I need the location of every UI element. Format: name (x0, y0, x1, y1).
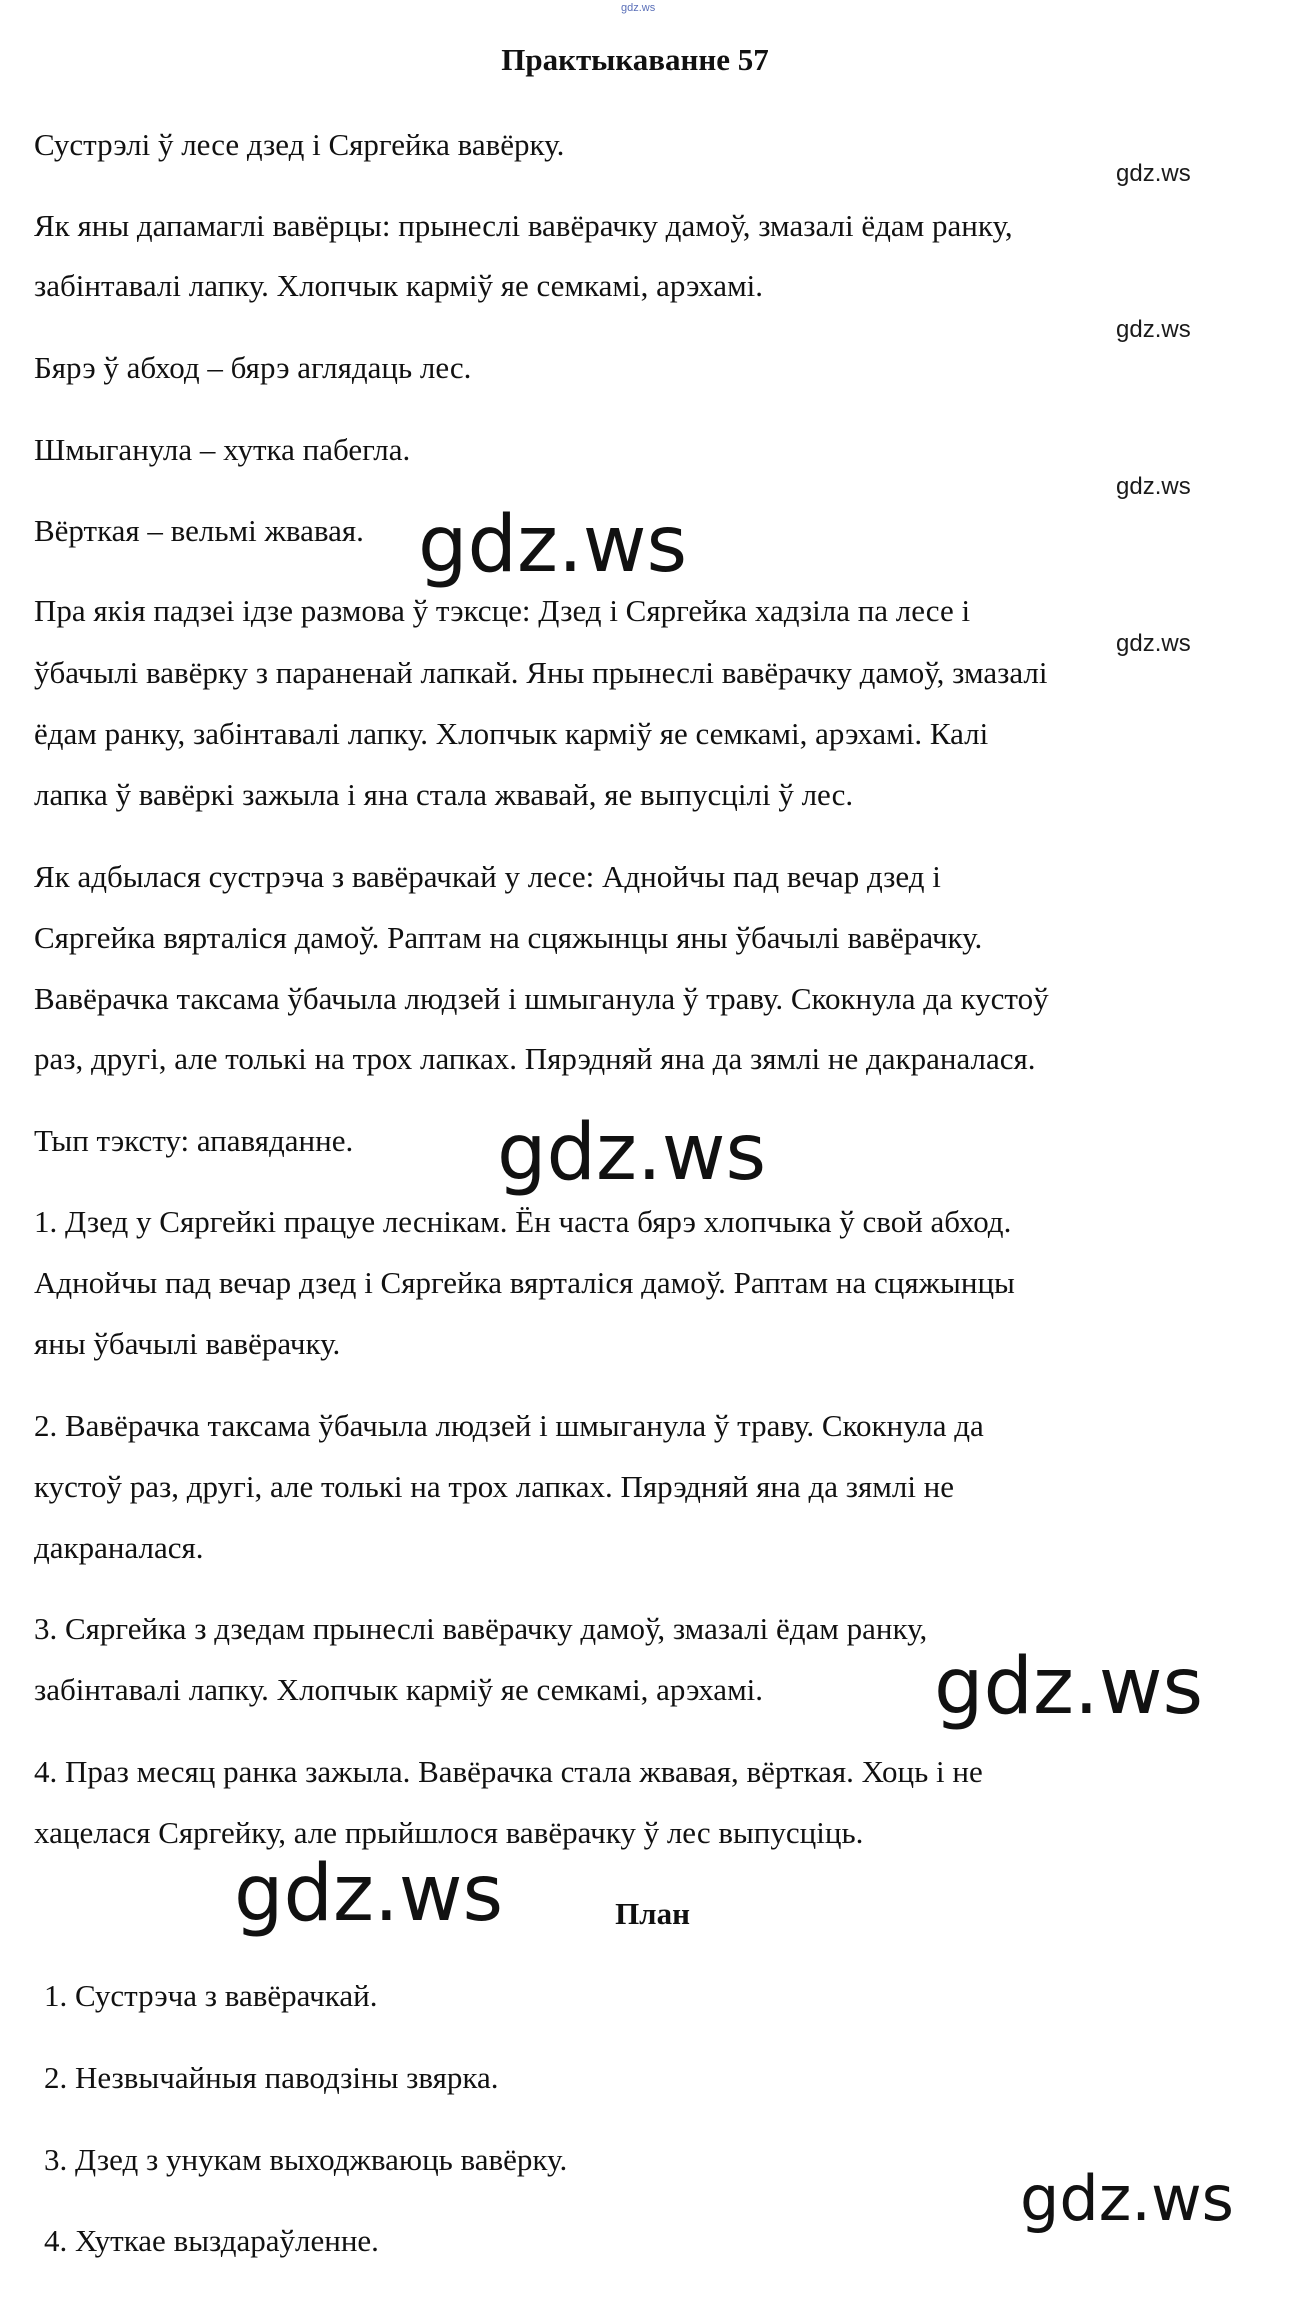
body-line: хацелася Сяргейку, але прыйшлося вавёрачку ў лес выпусціць. (34, 1815, 864, 1850)
body-line: Вёрткая – вельмі жвавая. (34, 513, 364, 548)
body-line: ўбачылі вавёрку з параненай лапкай. Яны прынеслі вавёрачку дамоў, змазалі (34, 655, 1048, 690)
body-line: лапка ў вавёркі зажыла і яна стала жвавай, яе выпусцілі ў лес. (34, 777, 854, 812)
body-line: кустоў раз, другі, але толькі на трох лапках. Пярэдняй яна да зямлі не (34, 1469, 955, 1504)
plan-item: 2. Незвычайныя паводзіны звярка. (44, 2060, 499, 2095)
plan-item: 1. Сустрэча з вавёрачкай. (44, 1978, 378, 2013)
page-title: Практыкаванне 57 (501, 42, 769, 77)
body-line: дакраналася. (34, 1530, 204, 1565)
plan-title: План (615, 1896, 690, 1931)
body-line: забінтавалі лапку. Хлопчык карміў яе семкамі, арэхамі. (34, 268, 764, 303)
body-line: забінтавалі лапку. Хлопчык карміў яе семкамі, арэхамі. (34, 1672, 764, 1707)
watermark-large: gdz.ws (497, 1108, 767, 1198)
watermark-small: gdz.ws (1116, 160, 1191, 187)
body-line: 2. Вавёрачка таксама ўбачыла людзей і шмыганула ў траву. Скокнула да (34, 1408, 984, 1443)
watermark-large: gdz.ws (1020, 2162, 1234, 2235)
plan-item: 3. Дзед з унукам выходжваюць вавёрку. (44, 2142, 568, 2177)
body-line: Як яны дапамаглі вавёрцы: прынеслі вавёрачку дамоў, змазалі ёдам ранку, (34, 208, 1013, 243)
body-line: 4. Праз месяц ранка зажыла. Вавёрачка стала жвавая, вёрткая. Хоць і не (34, 1754, 983, 1789)
body-line: Як адбылася сустрэча з вавёрачкай у лесе: Аднойчы пад вечар дзед і (34, 859, 941, 894)
body-line: Вавёрачка таксама ўбачыла людзей і шмыганула ў траву. Скокнула да кустоў (34, 981, 1049, 1016)
body-line: Бярэ ў абход – бярэ аглядаць лес. (34, 350, 472, 385)
body-line: Шмыганула – хутка пабегла. (34, 432, 411, 467)
watermark-small: gdz.ws (1116, 473, 1191, 500)
body-line: 1. Дзед у Сяргейкі працуе леснікам. Ён часта бярэ хлопчыка ў свой абход. (34, 1204, 1012, 1239)
body-line: Сустрэлі ў лесе дзед і Сяргейка вавёрку. (34, 127, 565, 162)
watermark-small: gdz.ws (1116, 316, 1191, 343)
header-watermark: gdz.ws (621, 2, 656, 14)
watermark-small: gdz.ws (1116, 630, 1191, 657)
body-line: Аднойчы пад вечар дзед і Сяргейка вярталіся дамоў. Раптам на сцяжынцы (34, 1265, 1015, 1300)
body-line: яны ўбачылі вавёрачку. (34, 1326, 341, 1361)
plan-item: 4. Хуткае выздараўленне. (44, 2223, 379, 2258)
body-line: Тып тэксту: апавяданне. (34, 1123, 354, 1158)
body-line: ёдам ранку, забінтавалі лапку. Хлопчык карміў яе семкамі, арэхамі. Калі (34, 716, 989, 751)
body-line: раз, другі, але толькі на трох лапках. Пярэдняй яна да зямлі не дакраналася. (34, 1041, 1036, 1076)
watermark-large: gdz.ws (234, 1849, 504, 1939)
watermark-large: gdz.ws (418, 500, 688, 590)
body-line: Пра якія падзеі ідзе размова ў тэксце: Дзед і Сяргейка хадзіла па лесе і (34, 593, 971, 628)
body-line: 3. Сяргейка з дзедам прынеслі вавёрачку дамоў, змазалі ёдам ранку, (34, 1611, 928, 1646)
watermark-large: gdz.ws (934, 1642, 1204, 1732)
body-line: Сяргейка вярталіся дамоў. Раптам на сцяжынцы яны ўбачылі вавёрачку. (34, 920, 983, 955)
